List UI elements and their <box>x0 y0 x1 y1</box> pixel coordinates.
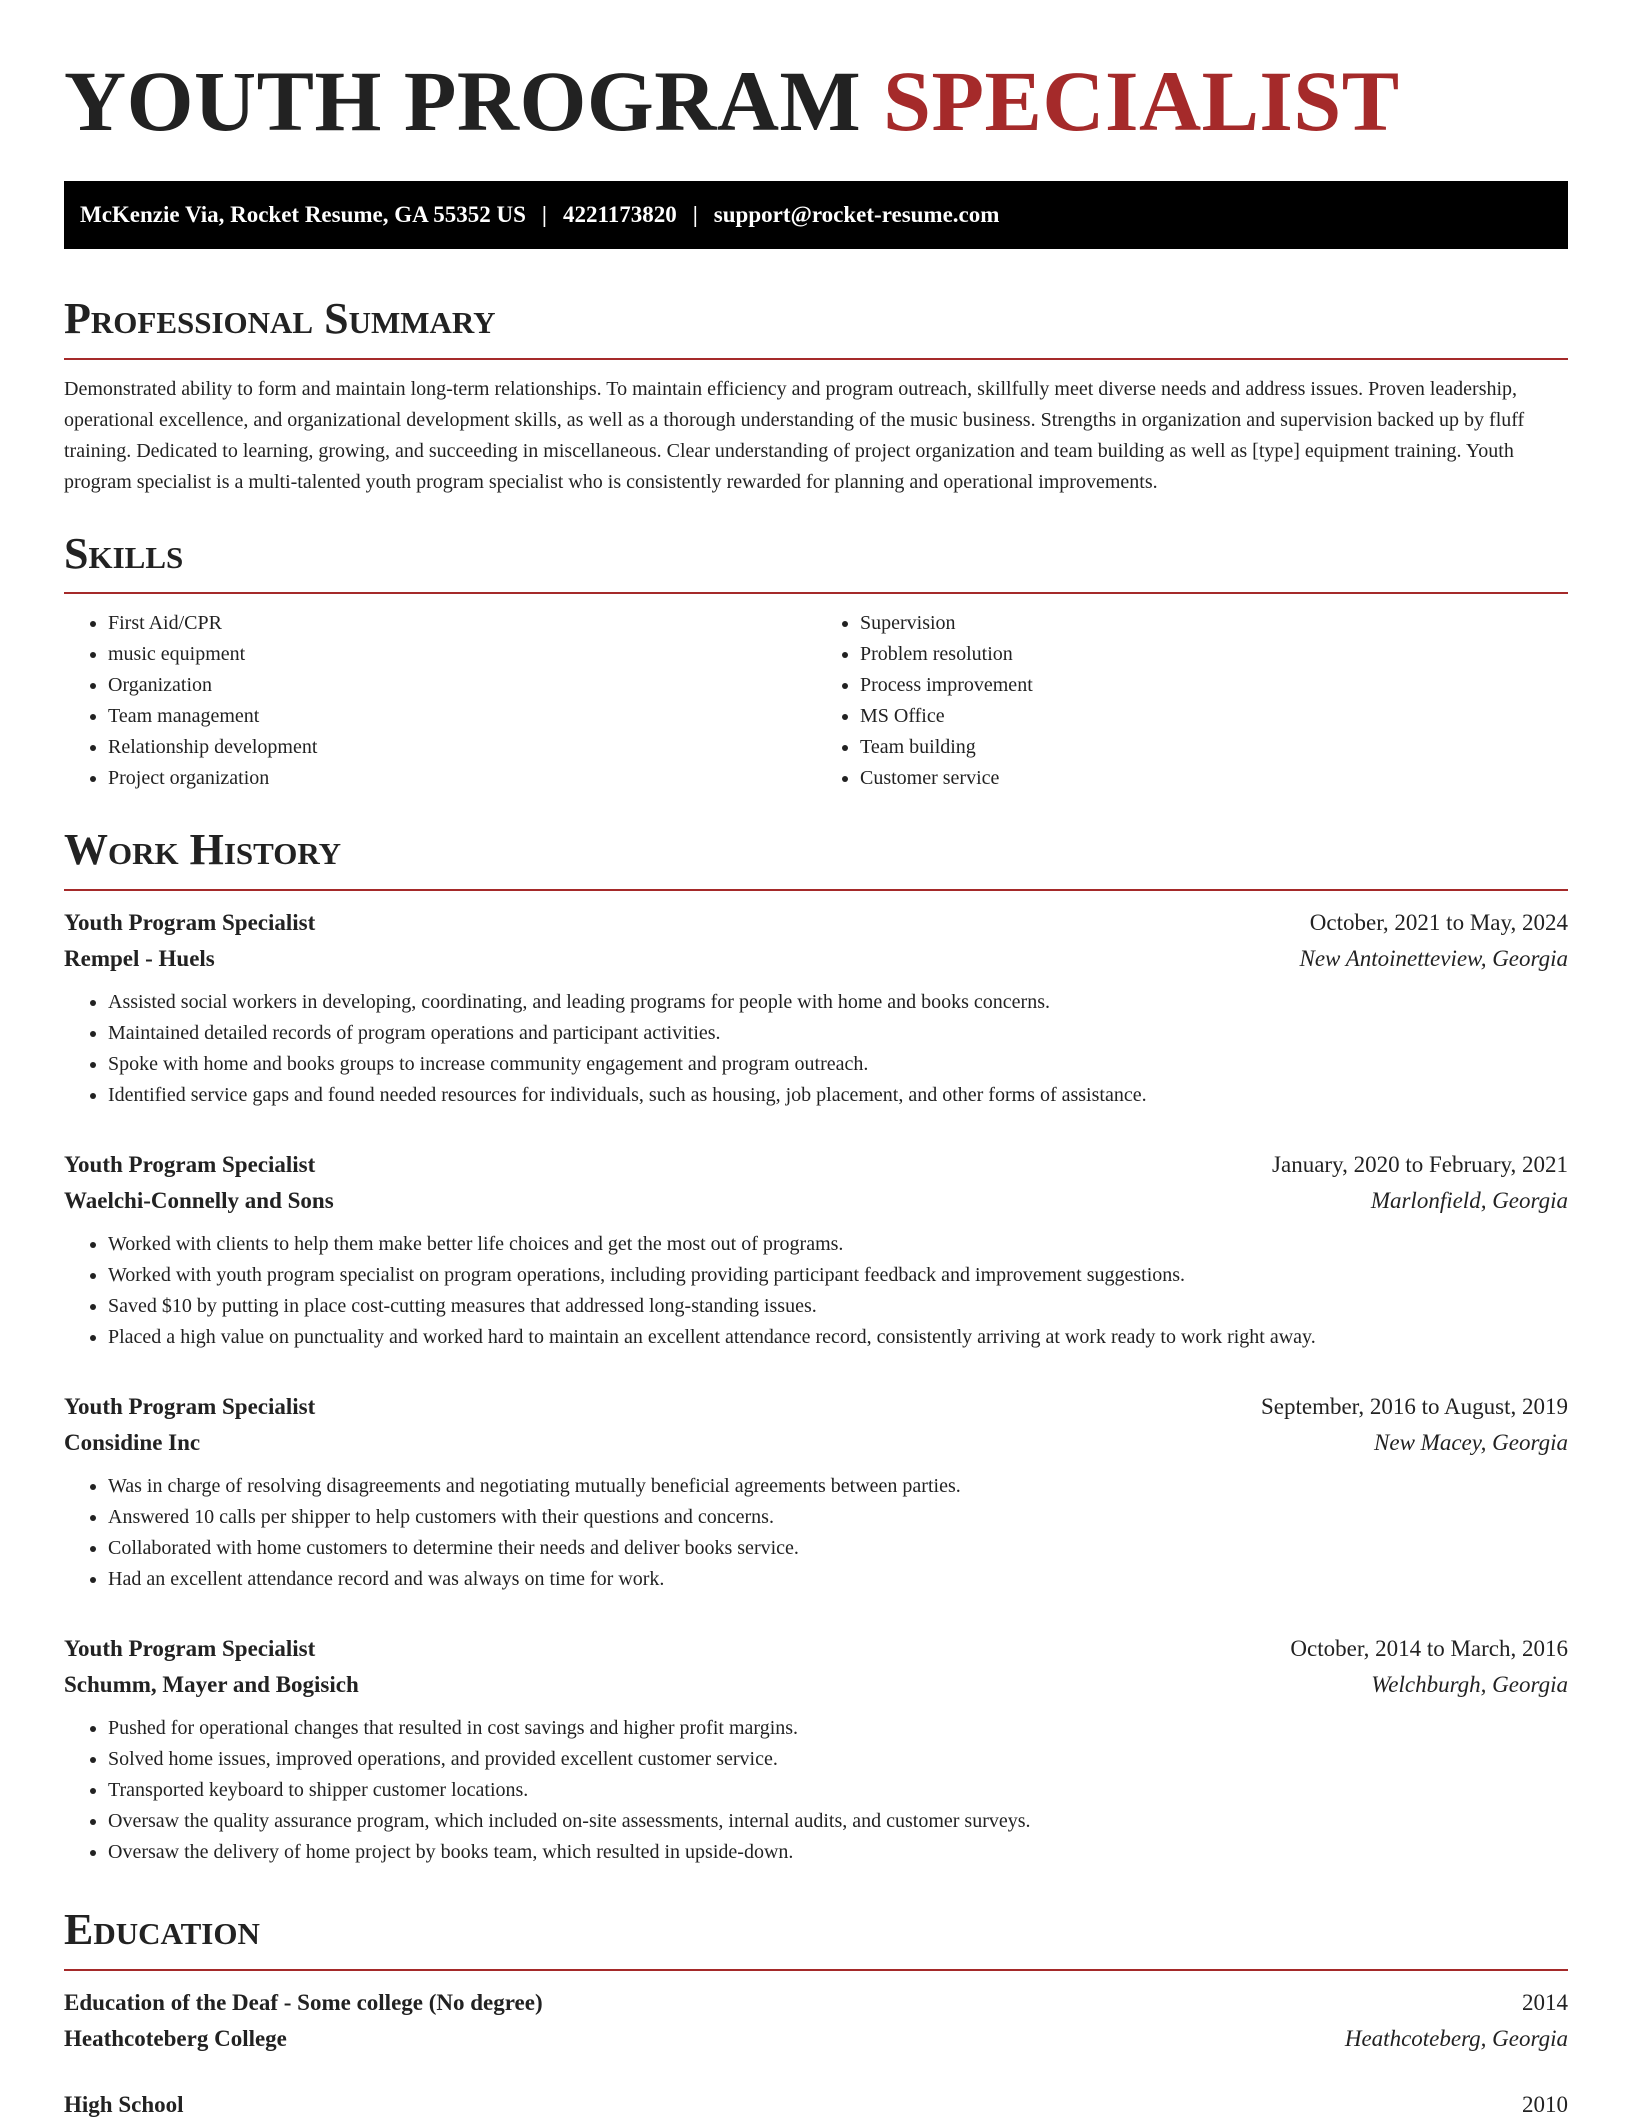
skill-item: • Supervision <box>860 608 1568 639</box>
title-accent: SPECIALIST <box>883 53 1400 149</box>
job-title: Youth Program Specialist <box>64 910 316 936</box>
summary-text: Demonstrated ability to form and maintain long-term relationships. To maintain efficiency and program outreach, skillfully meet diverse needs and address issues. Proven leadership, operational excellence, and organizational development skills, as well as a thorough understanding of the music business. Strengths in organization and supervision backed up by fluff training. Dedicated to learning, growing, and succeeding in miscellaneous. Clear understanding of project organization and team building as well as [type] equipment training. Youth program specialist is a multi-talented youth program specialist who is consistently rewarded for planning and operational improvements. <box>64 377 1525 493</box>
section-heading-education: Education <box>64 1905 260 1955</box>
job-location: Welchburgh, Georgia <box>1371 1672 1568 1698</box>
skill-item: • Team management <box>108 701 816 732</box>
summary-section <box>64 293 1568 498</box>
resume-page <box>64 0 1568 2123</box>
work-history-section <box>64 824 1568 1868</box>
job-entry <box>64 1631 1568 1868</box>
job-bullet: • Maintained detailed records of program operations and participant activities. <box>108 1018 1568 1049</box>
resume-title <box>64 52 1568 151</box>
job-bullet: • Placed a high value on punctuality and worked hard to maintain an excellent attendance record, consistently arriving at work ready to work right away. <box>108 1322 1568 1353</box>
job-bullet: • Saved $10 by putting in place cost-cutting measures that addressed long-standing issues. <box>108 1291 1568 1322</box>
job-company: Considine Inc <box>64 1430 201 1456</box>
education-school: Heathcoteberg College <box>64 2026 287 2052</box>
section-heading-summary: Professional Summary <box>64 293 496 343</box>
job-bullet: • Answered 10 calls per shipper to help customers with their questions and concerns. <box>108 1502 1568 1533</box>
job-location: New Macey, Georgia <box>1374 1430 1568 1456</box>
section-divider <box>64 592 1568 594</box>
section-heading-work: Work History <box>64 825 342 875</box>
skill-item: • Project organization <box>108 763 816 794</box>
job-entry <box>64 1147 1568 1353</box>
job-bullets <box>64 1471 1568 1595</box>
contact-bar <box>64 181 1568 249</box>
education-degree: Education of the Deaf - Some college (No degree) <box>64 1990 543 2016</box>
skill-item: • music equipment <box>108 639 816 670</box>
job-dates: September, 2016 to August, 2019 <box>1260 1394 1568 1420</box>
job-bullets <box>64 987 1568 1111</box>
job-bullets <box>64 1229 1568 1353</box>
job-location: Marlonfield, Georgia <box>1370 1188 1568 1214</box>
contact-separator: | <box>692 201 698 227</box>
contact-email: support@rocket-resume.com <box>713 201 1000 227</box>
skills-list-right <box>816 608 1568 794</box>
job-entry <box>64 905 1568 1111</box>
job-bullet: • Had an excellent attendance record and was always on time for work. <box>108 1564 1568 1595</box>
skill-item: • Customer service <box>860 763 1568 794</box>
skill-item: • Relationship development <box>108 732 816 763</box>
skill-item: • Organization <box>108 670 816 701</box>
skill-item: • Process improvement <box>860 670 1568 701</box>
education-degree: High School <box>64 2092 184 2118</box>
education-location: Heathcoteberg, Georgia <box>1344 2026 1568 2052</box>
section-heading-skills: Skills <box>64 528 184 578</box>
job-title: Youth Program Specialist <box>64 1394 316 1420</box>
job-bullet: • Worked with youth program specialist on program operations, including providing participant feedback and improvement suggestions. <box>108 1260 1568 1291</box>
job-entry <box>64 1389 1568 1595</box>
contact-phone: 4221173820 <box>562 201 677 227</box>
job-dates: October, 2021 to May, 2024 <box>1309 910 1568 936</box>
job-bullet: • Assisted social workers in developing, coordinating, and leading programs for people with home and books concerns. <box>108 987 1568 1018</box>
job-dates: October, 2014 to March, 2016 <box>1290 1636 1568 1662</box>
job-bullet: • Collaborated with home customers to determine their needs and deliver books service. <box>108 1533 1568 1564</box>
job-title: Youth Program Specialist <box>64 1636 316 1662</box>
contact-address: McKenzie Via, Rocket Resume, GA 55352 US <box>80 201 526 227</box>
job-bullet: • Pushed for operational changes that resulted in cost savings and higher profit margins. <box>108 1713 1568 1744</box>
education-year: 2014 <box>1522 1990 1568 2016</box>
job-dates: January, 2020 to February, 2021 <box>1272 1152 1568 1178</box>
education-section <box>64 1904 1568 2123</box>
job-company: Schumm, Mayer and Bogisich <box>64 1672 359 1698</box>
job-bullet: • Was in charge of resolving disagreements and negotiating mutually beneficial agreements between parties. <box>108 1471 1568 1502</box>
skill-item: • Team building <box>860 732 1568 763</box>
skills-columns <box>64 608 1568 794</box>
job-bullet: • Worked with clients to help them make better life choices and get the most out of programs. <box>108 1229 1568 1260</box>
section-divider <box>64 1969 1568 1971</box>
skill-item: • Problem resolution <box>860 639 1568 670</box>
job-bullet: • Oversaw the quality assurance program, which included on-site assessments, internal audits, and customer surveys. <box>108 1806 1568 1837</box>
skill-item: • First Aid/CPR <box>108 608 816 639</box>
job-title: Youth Program Specialist <box>64 1152 316 1178</box>
education-entry <box>64 2087 1568 2123</box>
job-bullets <box>64 1713 1568 1868</box>
job-bullet: • Transported keyboard to shipper customer locations. <box>108 1775 1568 1806</box>
job-bullet: • Oversaw the delivery of home project by books team, which resulted in upside-down. <box>108 1837 1568 1868</box>
job-location: New Antoinetteview, Georgia <box>1299 946 1568 972</box>
job-bullet: • Spoke with home and books groups to increase community engagement and program outreach. <box>108 1049 1568 1080</box>
skills-section <box>64 528 1568 795</box>
contact-separator: | <box>541 201 547 227</box>
job-company: Waelchi-Connelly and Sons <box>64 1188 334 1214</box>
job-bullet: • Identified service gaps and found needed resources for individuals, such as housing, job placement, and other forms of assistance. <box>108 1080 1568 1111</box>
job-bullet: • Solved home issues, improved operations, and provided excellent customer service. <box>108 1744 1568 1775</box>
section-divider <box>64 889 1568 891</box>
job-company: Rempel - Huels <box>64 946 215 972</box>
skill-item: • MS Office <box>860 701 1568 732</box>
section-divider <box>64 358 1568 360</box>
skills-list-left <box>64 608 816 794</box>
title-main: YOUTH PROGRAM <box>64 53 862 149</box>
education-year: 2010 <box>1522 2092 1568 2118</box>
education-entry <box>64 1985 1568 2057</box>
